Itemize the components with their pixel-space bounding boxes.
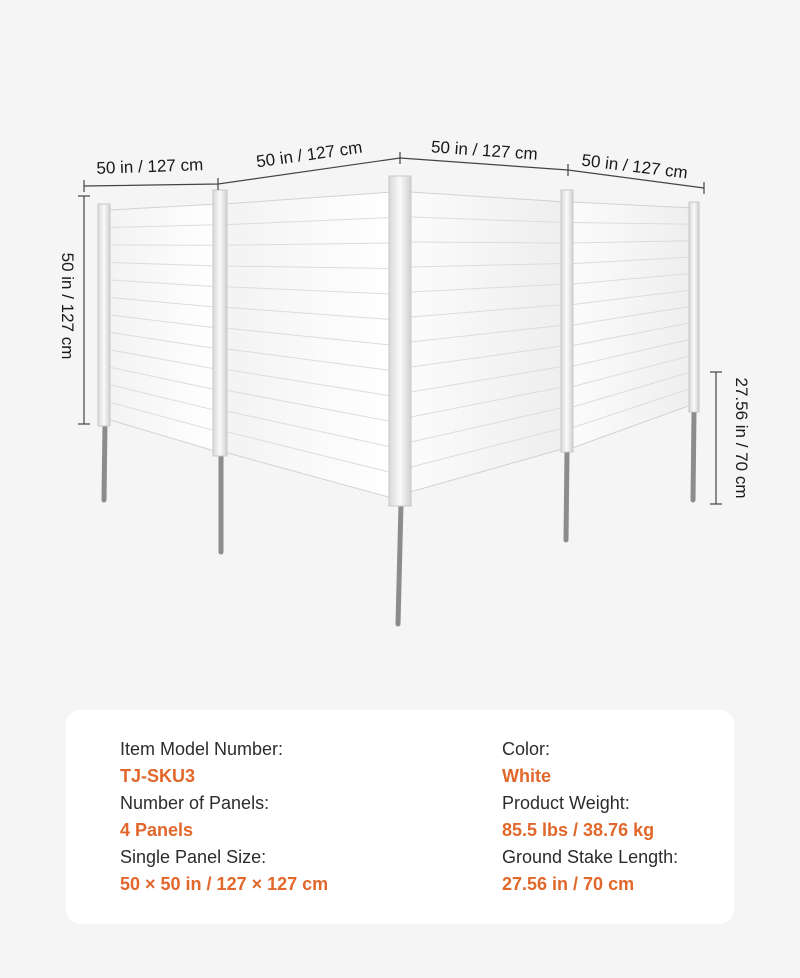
dim-label-stake-length: 27.56 in / 70 cm bbox=[732, 377, 751, 499]
stake-length-value: 27.56 in / 70 cm bbox=[502, 874, 635, 894]
stake-1 bbox=[104, 424, 105, 500]
spec-column-right bbox=[502, 736, 678, 898]
panel-size-label: Single Panel Size: bbox=[120, 847, 267, 867]
model-number-label: Item Model Number: bbox=[120, 739, 284, 759]
panels-count-value: 4 Panels bbox=[120, 820, 194, 840]
spec-column-left bbox=[120, 736, 328, 898]
stake-5 bbox=[693, 412, 694, 500]
post-3 bbox=[389, 176, 411, 506]
model-number-value: TJ-SKU3 bbox=[120, 766, 196, 786]
panel-size-value: 50 × 50 in / 127 × 127 cm bbox=[120, 874, 329, 894]
dim-label-top-1: 50 in / 127 cm bbox=[96, 155, 204, 178]
weight-value: 85.5 lbs / 38.76 kg bbox=[502, 820, 655, 840]
dim-label-top-4: 50 in / 127 cm bbox=[580, 150, 689, 183]
stake-4 bbox=[566, 452, 567, 540]
stake-3 bbox=[398, 504, 401, 624]
dim-label-panel-height: 50 in / 127 cm bbox=[58, 252, 77, 360]
fence-panel-4 bbox=[572, 202, 694, 448]
post-4 bbox=[561, 190, 573, 452]
fence-panel-1 bbox=[110, 204, 218, 452]
post-1 bbox=[98, 204, 110, 426]
post-2 bbox=[213, 190, 227, 456]
color-value: White bbox=[502, 766, 551, 786]
panels-count-label: Number of Panels: bbox=[120, 793, 270, 813]
weight-label: Product Weight: bbox=[502, 793, 630, 813]
post-5 bbox=[689, 202, 699, 412]
color-label: Color: bbox=[502, 739, 551, 759]
dim-label-top-3: 50 in / 127 cm bbox=[430, 137, 539, 164]
dim-label-top-2: 50 in / 127 cm bbox=[255, 137, 364, 172]
spec-card bbox=[66, 710, 734, 924]
stake-length-label: Ground Stake Length: bbox=[502, 847, 679, 867]
